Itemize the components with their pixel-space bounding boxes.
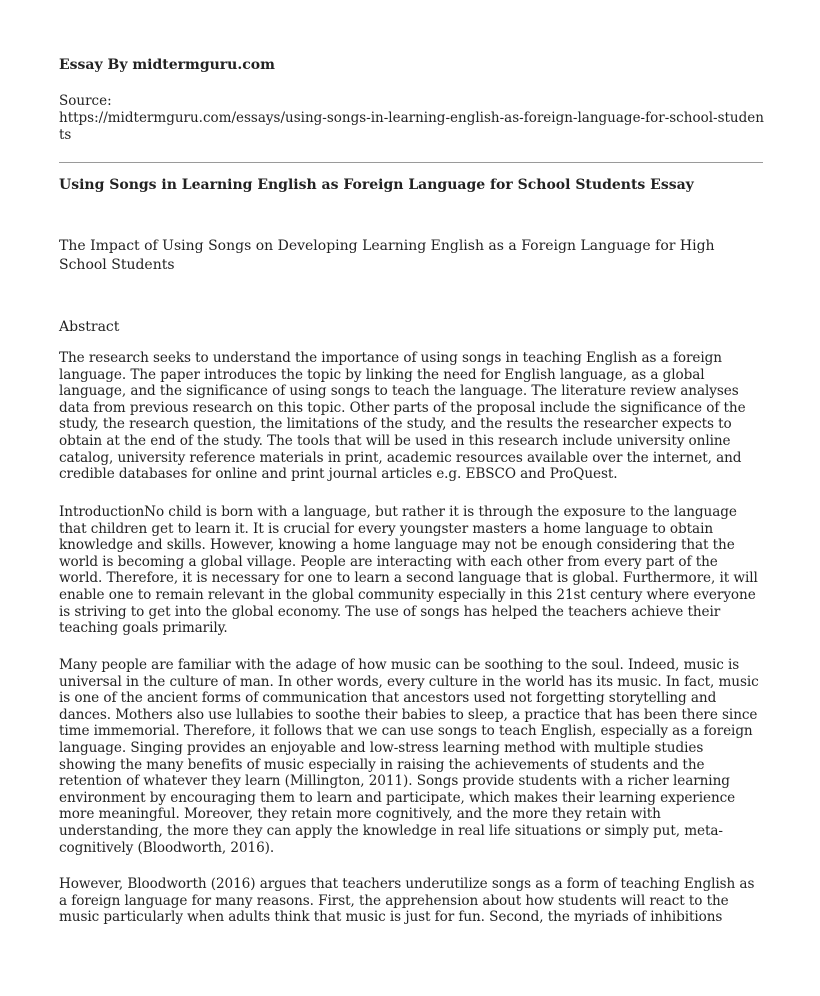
essay-by-heading: Essay By midtermguru.com (59, 57, 275, 73)
paragraph-underutilize: However, Bloodworth (2016) argues that teachers underutilize songs as a form of teaching English as a foreign language for many reasons. First, the apprehension about how students will react to the music particularly when adults think that music is just for fun. Second, the myriads of inhibitions (59, 876, 755, 926)
abstract-heading: Abstract (59, 319, 120, 335)
paragraph-music: Many people are familiar with the adage of how music can be soothing to the soul. Indeed, music is universal in the culture of man. In other words, every culture in the world has its music. In fact, music is one of the ancient forms of communication that ancestors used not forgetting storytelling and dances. Mothers also use lullabies to soothe their babies to sleep, a practice that has been there since time immemorial. Therefore, it follows that we can use songs to teach English, especially as a foreign language. Singing provides an enjoyable and low-stress learning method with multiple studies showing the many benefits of music especially in raising the achievements of students and the retention of whatever they learn (Millington, 2011). Songs provide students with a richer learning environment by encouraging them to learn and participate, which makes their learning experience more meaningful. Moreover, they retain more cognitively, and the more they retain with understanding, the more they can apply the knowledge in real life situations or simply put, meta-cognitively (Bloodworth, 2016). (59, 657, 759, 856)
paragraph-abstract: The research seeks to understand the importance of using songs in teaching English as a foreign language. The paper introduces the topic by linking the need for English language, as a global language, and the significance of using songs to teach the language. The literature review analyses data from previous research on this topic. Other parts of the proposal include the significance of the study, the research question, the limitations of the study, and the results the researcher expects to obtain at the end of the study. The tools that will be used in this research include university online catalog, university reference materials in print, academic resources available over the internet, and credible databases for online and print journal articles e.g. EBSCO and ProQuest. (59, 350, 746, 483)
divider (59, 162, 763, 163)
essay-title: Using Songs in Learning English as Foreign Language for School Students Essay (59, 177, 694, 193)
source-url[interactable]: https://midtermguru.com/essays/using-songs-in-learning-english-as-foreign-language-for-school-students (59, 110, 764, 143)
essay-subtitle: The Impact of Using Songs on Developing Learning English as a Foreign Language for High School Students (59, 238, 715, 273)
paragraph-introduction: IntroductionNo child is born with a language, but rather it is through the exposure to the language that children get to learn it. It is crucial for every youngster masters a home language to obtain knowledge and skills. However, knowing a home language may not be enough considering that the world is becoming a global village. People are interacting with each other from every part of the world. Therefore, it is necessary for one to learn a second language that is global. Furthermore, it will enable one to remain relevant in the global community especially in this 21st century where everyone is striving to get into the global economy. The use of songs has helped the teachers achieve their teaching goals primarily. (59, 504, 758, 637)
source-label: Source: (59, 93, 112, 109)
